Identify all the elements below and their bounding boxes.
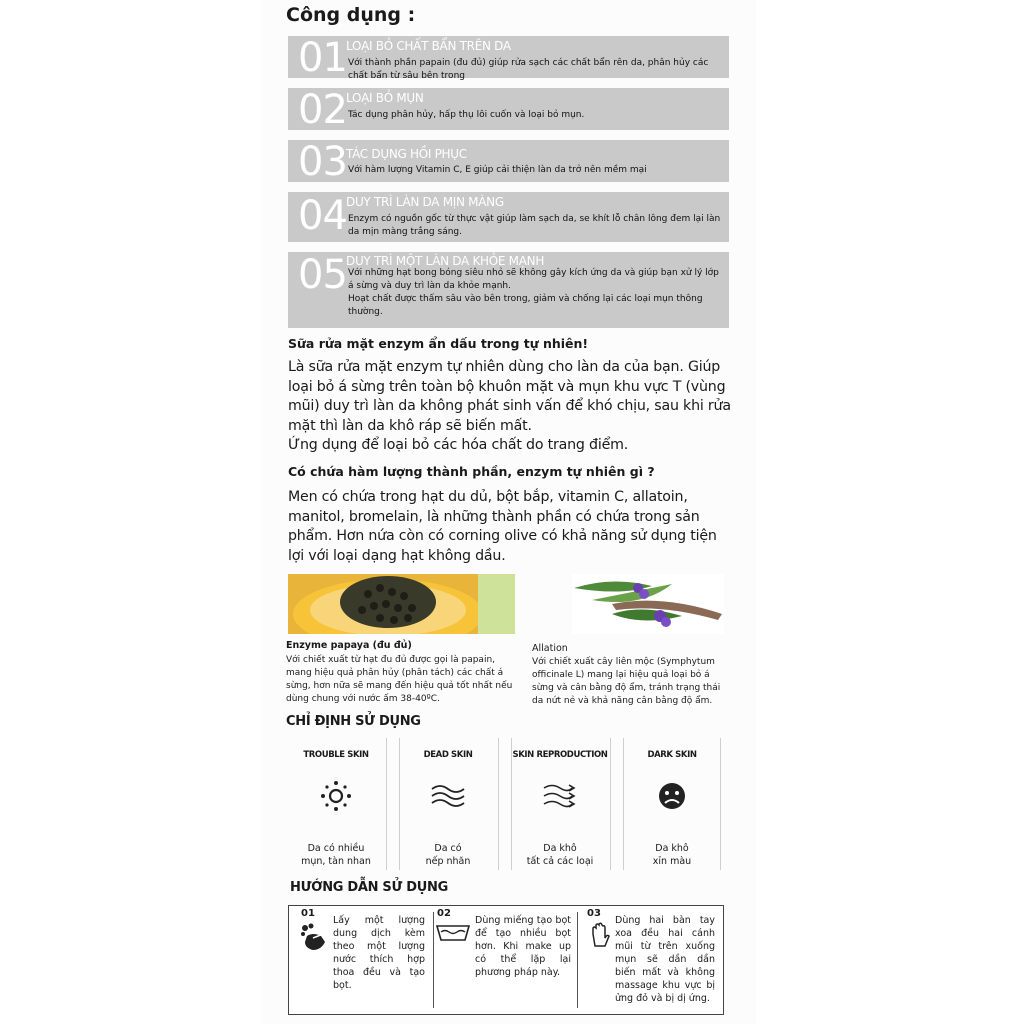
- benefit-description: Với hàm lượng Vitamin C, E giúp cải thiện làn da trở nên mềm mại: [348, 165, 647, 175]
- benefit-description: Với thành phần papain (đu đủ) giúp rửa sạch các chất bẩn rên da, phân hủy các chất bẩn từ sâu bên trong: [348, 58, 709, 81]
- comfrey-image: [572, 574, 724, 634]
- indication-skin-reproduction: [512, 738, 608, 870]
- indication-dark-skin: [624, 738, 720, 870]
- divider: [577, 912, 578, 1008]
- step-number: 01: [301, 908, 315, 919]
- benefit-title: DUY TRÌ MỘT LÀN DA KHỎE MẠNH: [346, 254, 545, 268]
- benefit-card-5: [288, 252, 729, 328]
- indication-label: DARK SKIN: [647, 750, 697, 760]
- indication-label: SKIN REPRODUCTION: [512, 750, 608, 760]
- step-text: Dùng miếng tạo bọt để tạo nhiều bọt hơn. Khi make up có thể lặp lại phương pháp này.: [475, 915, 571, 978]
- divider: [433, 912, 434, 1008]
- allation-description: Với chiết xuất cây liên mộc (Symphytum officinale L) mang lại hiệu quả loại bỏ á sừng và cân bằng độ ẩm, tránh trạng thái da nứt nẻ và khả năng cân bằng độ ẩm.: [532, 657, 721, 706]
- foam-hands-icon: [299, 922, 329, 952]
- hand-icon: [589, 922, 611, 948]
- benefit-card-4: [288, 192, 729, 242]
- section-heading-ingredients: Có chứa hàm lượng thành phần, enzym tự nhiên gì ?: [288, 464, 655, 479]
- benefit-title: TÁC DỤNG HỒI PHỤC: [346, 147, 467, 161]
- indication-text: Da có nếp nhăn: [425, 843, 471, 867]
- benefit-description: Tác dụng phân hủy, hấp thụ lôi cuốn và loại bỏ mụn.: [348, 110, 585, 120]
- benefit-title: DUY TRÌ LÀN DA MỊN MÀNG: [346, 195, 504, 209]
- step-text: Lấy một lượng dung dịch kèm theo một lượng nước thích hợp thoa đều và tạo bọt.: [333, 915, 425, 991]
- step-text: Dùng hai bàn tay xoa đều hai cánh mũi từ trên xuống mụn sẽ dần dần biến mất và không massage khu vực bị ửng đỏ và bị dị ứng.: [615, 915, 715, 1004]
- wave-arrows-icon: [542, 778, 578, 814]
- divider: [720, 738, 721, 870]
- sad-face-icon: [654, 778, 690, 814]
- benefit-number: 02: [298, 87, 347, 133]
- indication-text: Da khô xỉn màu: [652, 843, 692, 867]
- indication-label: DEAD SKIN: [423, 750, 473, 760]
- benefit-number: 04: [298, 193, 347, 239]
- benefit-number: 03: [298, 139, 347, 185]
- guide-box: [288, 905, 724, 1015]
- papaya-image: [288, 574, 515, 634]
- indication-text: Da khô tất cả các loại: [526, 843, 594, 867]
- page-title: Công dụng :: [286, 4, 416, 26]
- divider: [610, 738, 611, 870]
- allation-title: Allation: [532, 643, 568, 654]
- benefit-title: LOẠI BỎ MỤN: [346, 91, 424, 105]
- benefit-card-1: [288, 35, 729, 81]
- guide-title: HƯỚNG DẪN SỬ DỤNG: [290, 880, 448, 895]
- indication-text: Da có nhiều mụn, tàn nhan: [301, 843, 371, 867]
- papaya-description: Với chiết xuất từ hạt đu đủ được gọi là papain, mang hiệu quả phân hủy (phân tách) các chất á sừng, hơn nữa sẽ mang đến hiệu quả tốt nhất nếu dùng chung với nước ấm 38-40ºC.: [286, 655, 513, 704]
- benefit-title: LOẠI BỎ CHẤT BẨN TRÊN DA: [346, 39, 511, 53]
- benefit-description: Enzym có nguồn gốc từ thực vật giúp làm sạch da, se khít lỗ chân lông đem lại làn da mịn màng trắng sáng.: [348, 214, 721, 237]
- indication-title: CHỈ ĐỊNH SỬ DỤNG: [286, 714, 421, 729]
- benefit-number: 05: [298, 252, 347, 298]
- papaya-title: Enzyme papaya (đu đủ): [286, 640, 412, 651]
- divider: [498, 738, 499, 870]
- sun-dots-icon: [318, 778, 354, 814]
- benefit-description: Với những hạt bong bóng siêu nhỏ sẽ không gây kích ứng da và giúp bạn xử lý lớp á sừng và duy trì làn da khỏe mạnh. Hoạt chất được thấm sâu vào bên trong, giảm và chống lại các loại mụn thông thường.: [348, 268, 719, 317]
- section-body-enzyme: Là sữa rửa mặt enzym tự nhiên dùng cho làn da của bạn. Giúp loại bỏ á sừng trên toàn bộ khuôn mặt và mụn khu vực T (vùng mũi) duy trì làn da không phát sinh vấn để khó chịu, sau khi rửa mặt thì làn da khô ráp sẽ biến mất. Ứng dụng để loại bỏ các hóa chất do trang điểm.: [288, 359, 731, 453]
- benefit-card-3: [288, 139, 729, 185]
- indication-dead-skin: [400, 738, 496, 870]
- benefit-card-2: [288, 87, 729, 133]
- section-heading-enzyme: Sữa rửa mặt enzym ẩn dấu trong tự nhiên!: [288, 336, 589, 351]
- section-body-ingredients: Men có chứa trong hạt du dủ, bột bắp, vitamin C, allatoin, manitol, bromelain, là những thành phần có chứa trong sản phẩm. Hơn nứa còn có corning olive có khả năng sử dụng tiện lợi với loại dạng hạt không dầu.: [288, 489, 717, 564]
- indication-label: TROUBLE SKIN: [303, 750, 369, 760]
- divider: [386, 738, 387, 870]
- indication-trouble-skin: [288, 738, 384, 870]
- water-basin-icon: [435, 922, 471, 944]
- step-number: 02: [437, 908, 451, 919]
- step-number: 03: [587, 908, 601, 919]
- wave-lines-icon: [430, 778, 466, 814]
- benefit-number: 01: [298, 35, 347, 81]
